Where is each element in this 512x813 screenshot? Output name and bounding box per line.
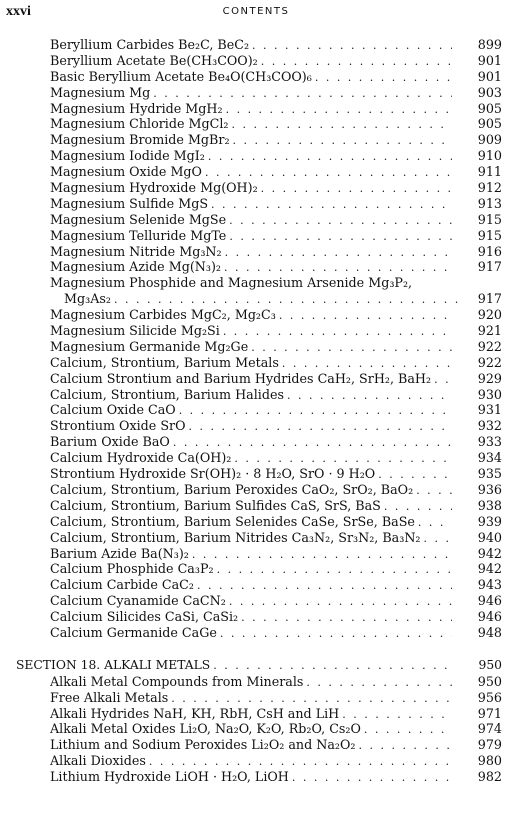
dot-leader xyxy=(284,388,452,404)
toc-entry-page: 971 xyxy=(477,705,502,721)
toc-entry-title: Calcium Hydroxide Ca(OH)₂ xyxy=(50,450,232,466)
toc-entry xyxy=(0,101,512,117)
toc-entry-title: Strontium Hydroxide Sr(OH)₂ · 8 H₂O, SrO · 9 H₂O xyxy=(50,466,376,482)
dot-leader xyxy=(214,562,452,578)
toc-entry-title: Lithium Hydroxide LiOH · H₂O, LiOH xyxy=(50,769,289,785)
toc-entry xyxy=(0,164,512,180)
toc-entry-title: Barium Oxide BaO xyxy=(50,434,170,450)
toc-entry xyxy=(0,498,512,514)
toc-entry-title: Alkali Hydrides NaH, KH, RbH, CsH and LiH xyxy=(50,705,340,721)
toc-group-1 xyxy=(0,37,512,275)
toc-entry-title: Magnesium Telluride MgTe xyxy=(50,227,227,243)
toc-entry-title: Calcium, Strontium, Barium Metals xyxy=(50,354,279,370)
toc-entry xyxy=(0,737,512,753)
section-title: SECTION 18. ALKALI METALS xyxy=(16,657,211,672)
dot-leader xyxy=(415,515,452,531)
toc-entry-title: Magnesium Azide Mg(N₃)₂ xyxy=(50,259,222,275)
toc-entry-page: 939 xyxy=(477,513,502,529)
toc-entry-title: Magnesium Selenide MgSe xyxy=(50,211,227,227)
toc-entry-title: Calcium, Strontium, Barium Selenides CaSe, SrSe, BaSe xyxy=(50,513,415,529)
toc-entry xyxy=(0,355,512,371)
toc-entry-title: Magnesium Bromide MgBr₂ xyxy=(50,132,230,148)
dot-leader xyxy=(170,435,452,451)
dot-leader xyxy=(168,691,452,707)
toc-entry-page: 910 xyxy=(477,148,502,164)
toc-entry-page: 948 xyxy=(477,624,502,640)
dot-leader xyxy=(222,245,452,261)
toc-entry-page: 913 xyxy=(477,195,502,211)
toc-entry-page: 903 xyxy=(477,84,502,100)
toc-entry xyxy=(0,482,512,498)
toc-entry-page: 921 xyxy=(477,323,502,339)
dot-leader xyxy=(413,483,452,499)
toc-entry-page: 932 xyxy=(477,418,502,434)
dot-leader xyxy=(223,102,452,118)
dot-leader xyxy=(217,626,452,642)
dot-leader xyxy=(279,356,452,372)
toc-entry-title: Calcium Phosphide Ca₃P₂ xyxy=(50,561,214,577)
dot-leader xyxy=(289,770,452,786)
dot-leader xyxy=(189,547,452,563)
toc-entry-title: Magnesium Hydride MgH₂ xyxy=(50,100,223,116)
dot-leader xyxy=(312,70,452,86)
toc-entry-title: Magnesium Germanide Mg₂Ge xyxy=(50,338,249,354)
dot-leader xyxy=(226,213,452,229)
table-of-contents xyxy=(0,37,512,785)
toc-entry-title: Basic Beryllium Acetate Be₄O(CH₃COO)₆ xyxy=(50,68,312,84)
toc-entry-page: 920 xyxy=(477,307,502,323)
toc-entry xyxy=(0,275,512,291)
toc-entry xyxy=(0,116,512,132)
toc-entry xyxy=(0,418,512,434)
toc-entry-page: 950 xyxy=(477,673,502,689)
toc-entry-title: Calcium, Strontium, Barium Sulfides CaS, SrS, BaS xyxy=(50,497,381,513)
toc-entry-page: 940 xyxy=(477,529,502,545)
dot-leader xyxy=(238,610,452,626)
toc-entry xyxy=(0,244,512,260)
toc-section-heading xyxy=(0,658,512,674)
dot-leader xyxy=(221,260,452,276)
dot-leader xyxy=(421,531,452,547)
toc-entry-page: 930 xyxy=(477,386,502,402)
dot-leader xyxy=(303,675,452,691)
toc-entry-title: Magnesium Carbides MgC₂, Mg₂C₃ xyxy=(50,307,276,323)
dot-leader xyxy=(339,707,452,723)
toc-entry xyxy=(0,577,512,593)
dot-leader xyxy=(146,754,452,770)
dot-leader xyxy=(375,467,452,483)
toc-entry xyxy=(0,212,512,228)
toc-entry-page: 929 xyxy=(477,370,502,386)
toc-entry xyxy=(0,769,512,785)
toc-entry-title: Magnesium Phosphide and Magnesium Arsenide Mg₃P₂, xyxy=(50,275,413,291)
toc-group-2 xyxy=(0,307,512,641)
toc-entry xyxy=(0,132,512,148)
dot-leader xyxy=(276,308,452,324)
toc-entry-title: Strontium Oxide SrO xyxy=(50,418,186,434)
dot-leader xyxy=(361,722,452,738)
toc-entry xyxy=(0,690,512,706)
toc-entry-title: Magnesium Silicide Mg₂Si xyxy=(50,323,220,339)
toc-entry-page: 901 xyxy=(477,68,502,84)
toc-entry xyxy=(0,674,512,690)
running-title: CONTENTS xyxy=(222,6,290,17)
toc-entry-title: Alkali Dioxides xyxy=(50,753,146,769)
dot-leader xyxy=(176,403,452,419)
dot-leader xyxy=(150,86,452,102)
toc-entry-page: 946 xyxy=(477,593,502,609)
dot-leader xyxy=(226,594,452,610)
dot-leader xyxy=(111,292,466,308)
toc-entry-title: Beryllium Acetate Be(CH₃COO)₂ xyxy=(50,52,258,68)
toc-entry-page: 917 xyxy=(477,259,502,275)
toc-entry-title: Magnesium Hydroxide Mg(OH)₂ xyxy=(50,180,258,196)
dot-leader xyxy=(258,54,452,70)
dot-leader xyxy=(355,738,452,754)
toc-entry-title: Calcium Cyanamide CaCN₂ xyxy=(50,593,226,609)
toc-entry-title: Alkali Metal Compounds from Minerals xyxy=(50,673,304,689)
toc-entry-title: Calcium Strontium and Barium Hydrides CaH₂, SrH₂, BaH₂ xyxy=(50,370,432,386)
toc-entry-page: 934 xyxy=(477,450,502,466)
toc-entry xyxy=(0,53,512,69)
page-header xyxy=(0,4,512,22)
toc-entry-page: 942 xyxy=(477,561,502,577)
toc-entry-title: Free Alkali Metals xyxy=(50,689,169,705)
toc-entry-title: Calcium, Strontium, Barium Nitrides Ca₃N₂, Sr₃N₂, Ba₃N₂ xyxy=(50,529,421,545)
dot-leader xyxy=(381,499,452,515)
toc-entry xyxy=(0,387,512,403)
dot-leader xyxy=(249,38,452,54)
toc-entry-page: 922 xyxy=(477,338,502,354)
toc-entry xyxy=(0,706,512,722)
toc-entry xyxy=(0,69,512,85)
dot-leader xyxy=(231,451,452,467)
toc-entry xyxy=(0,721,512,737)
toc-entry-page: 931 xyxy=(477,402,502,418)
toc-entry-page: 979 xyxy=(477,737,502,753)
toc-entry-title: Calcium, Strontium, Barium Halides xyxy=(50,386,284,402)
toc-entry xyxy=(0,228,512,244)
toc-entry xyxy=(0,753,512,769)
toc-entry-title: Magnesium Mg xyxy=(50,84,151,100)
page-number: xxvi xyxy=(6,4,31,19)
toc-entry xyxy=(0,450,512,466)
toc-entry xyxy=(0,530,512,546)
toc-entry xyxy=(0,180,512,196)
toc-entry-title: Calcium Carbide CaC₂ xyxy=(50,577,194,593)
toc-entry-page: 974 xyxy=(477,721,502,737)
toc-entry-title: Barium Azide Ba(N₃)₂ xyxy=(50,545,189,561)
toc-entry xyxy=(0,323,512,339)
toc-entry-page: 899 xyxy=(477,37,502,52)
toc-entry-page: 922 xyxy=(477,354,502,370)
toc-entry-title: Mg₃As₂ xyxy=(64,291,111,307)
dot-leader xyxy=(194,578,452,594)
toc-entry xyxy=(0,466,512,482)
toc-entry-page: 905 xyxy=(477,116,502,132)
toc-entry xyxy=(0,593,512,609)
toc-entry-page: 943 xyxy=(477,577,502,593)
toc-entry xyxy=(0,37,512,53)
toc-entry-title: Magnesium Nitride Mg₃N₂ xyxy=(50,243,222,259)
toc-entry-page: 946 xyxy=(477,609,502,625)
toc-entry-page: 915 xyxy=(477,211,502,227)
section-spacer xyxy=(0,641,512,658)
toc-entry xyxy=(0,196,512,212)
dot-leader xyxy=(220,324,452,340)
toc-entry-page: 982 xyxy=(477,769,502,785)
dot-leader xyxy=(226,229,452,245)
toc-entry-title: Beryllium Carbides Be₂C, BeC₂ xyxy=(50,37,250,52)
dot-leader xyxy=(208,197,452,213)
toc-entry xyxy=(0,259,512,275)
toc-entry-page: 938 xyxy=(477,497,502,513)
toc-group-3 xyxy=(0,674,512,785)
toc-entry-title: Magnesium Oxide MgO xyxy=(50,164,202,180)
toc-entry-page: 912 xyxy=(477,180,502,196)
toc-entry xyxy=(0,148,512,164)
toc-entry-title: Calcium, Strontium, Barium Peroxides CaO₂, SrO₂, BaO₂ xyxy=(50,481,414,497)
toc-entry-page: 911 xyxy=(477,164,502,180)
toc-entry-page: 901 xyxy=(477,52,502,68)
toc-entry xyxy=(0,625,512,641)
toc-entry xyxy=(0,609,512,625)
toc-entry xyxy=(0,371,512,387)
toc-entry-title: Calcium Silicides CaSi, CaSi₂ xyxy=(50,609,239,625)
dot-leader xyxy=(205,149,452,165)
toc-entry-continuation xyxy=(0,291,512,307)
toc-entry-page: 933 xyxy=(477,434,502,450)
toc-entry-page: 980 xyxy=(477,753,502,769)
toc-entry-page: 935 xyxy=(477,466,502,482)
toc-entry-title: Lithium and Sodium Peroxides Li₂O₂ and Na₂O₂ xyxy=(50,737,356,753)
dot-leader xyxy=(258,181,452,197)
toc-entry xyxy=(0,434,512,450)
toc-entry xyxy=(0,85,512,101)
dot-leader xyxy=(202,165,452,181)
toc-entry xyxy=(0,307,512,323)
dot-leader xyxy=(229,117,453,133)
section-page: 950 xyxy=(478,657,502,672)
toc-entry-page: 956 xyxy=(477,689,502,705)
toc-entry-page: 905 xyxy=(477,100,502,116)
toc-entry-page: 915 xyxy=(477,227,502,243)
toc-entry-title: Magnesium Iodide MgI₂ xyxy=(50,148,205,164)
toc-entry-title: Calcium Oxide CaO xyxy=(50,402,176,418)
toc-entry xyxy=(0,514,512,530)
dot-leader xyxy=(186,419,453,435)
toc-entry-page: 942 xyxy=(477,545,502,561)
toc-entry xyxy=(0,339,512,355)
toc-entry xyxy=(0,561,512,577)
dot-leader xyxy=(210,658,452,674)
toc-entry xyxy=(0,546,512,562)
toc-entry-title: Magnesium Chloride MgCl₂ xyxy=(50,116,229,132)
toc-entry-page: 936 xyxy=(477,481,502,497)
dot-leader xyxy=(248,340,452,356)
toc-entry-page: 916 xyxy=(477,243,502,259)
toc-entry-title: Magnesium Sulfide MgS xyxy=(50,195,209,211)
toc-entry xyxy=(0,402,512,418)
dot-leader xyxy=(431,372,452,388)
toc-entry-title: Alkali Metal Oxides Li₂O, Na₂O, K₂O, Rb₂O, Cs₂O xyxy=(50,721,361,737)
dot-leader xyxy=(230,133,452,149)
toc-entry-page: 917 xyxy=(477,291,502,307)
toc-entry-page: 909 xyxy=(477,132,502,148)
toc-entry-title: Calcium Germanide CaGe xyxy=(50,624,217,640)
